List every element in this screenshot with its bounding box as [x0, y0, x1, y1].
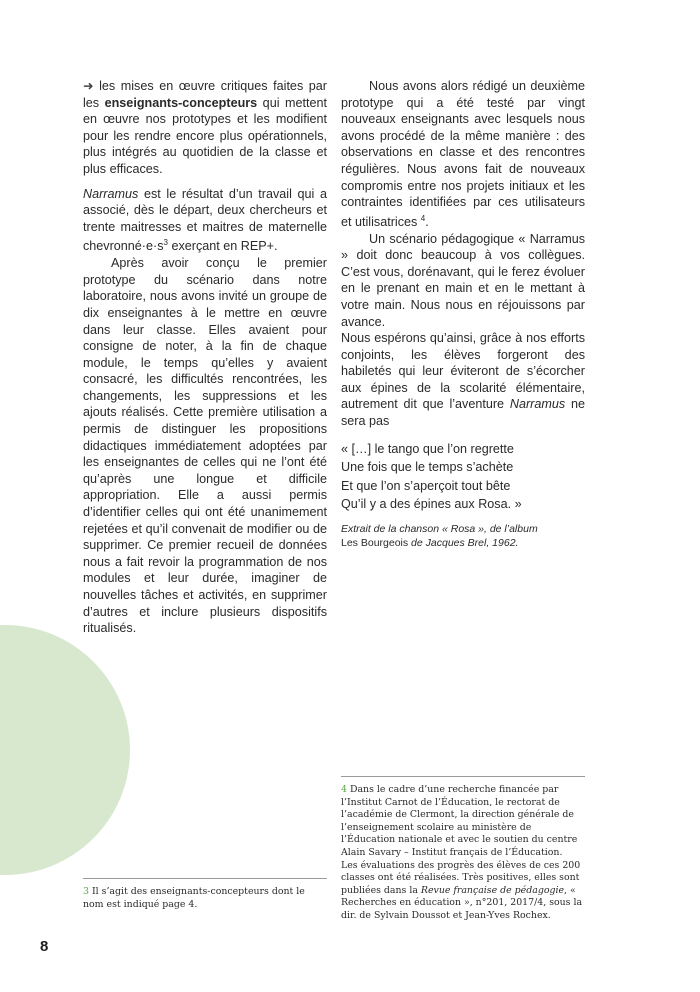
footnote-ref-3: 3	[163, 238, 168, 248]
quote-line: Une fois que le temps s’achète	[341, 460, 514, 475]
right-column	[341, 78, 585, 550]
page-number: 8	[40, 938, 49, 955]
decorative-speech-bubble	[0, 625, 130, 875]
footnote-rule-right	[341, 776, 585, 777]
footnote-3: 3 Il s’agit des enseignants-concepteurs dont le nom est indiqué page 4.	[83, 886, 305, 910]
song-quote	[341, 440, 585, 514]
bullet-paragraph: ➜ les mises en œuvre critiques faites par les enseignants-concepteurs qui mettent en œuvre nos prototypes et les modifient pour les rendre encore plus opérationnels, plus intégrés au quotidien de la classe et plus efficaces.	[83, 79, 327, 176]
paragraph-prototype: Après avoir conçu le premier prototype du scénario dans notre laboratoire, nous avons invité un groupe de dix enseignantes à le mettre en œuvre dans leur classe. Elles avaient pour consigne de noter, à la fin de chaque module, le temps qu’elles y avaient consacré, les difficultés rencontrées, les changements, les suppressions et les ajouts réalisés. Cette première utilisation a permis de distinguer les propositions didactiques immédiatement adoptées par les enseignantes de celles qui ne l’ont été qu’après une longue et difficile appropriation. Elle a aussi permis d’identifier celles qui ont été unanimement rejetées et qu’il convenait de modifier ou de supprimer. Ce premier recueil de données nous a fait revoir la programmation de nos modules et leur durée, imaginer de nouvelles tâches et activités, en supprimer d’autres et inclure plusieurs dispositifs ritualisés.	[83, 256, 327, 636]
bold-term: enseignants-concepteurs	[104, 95, 258, 110]
quote-line: Et que l’on s’aperçoit tout bête	[341, 478, 511, 493]
footnote-rule-left	[83, 878, 327, 879]
quote-caption: Extrait de la chanson « Rosa », de l’album Les Bourgeois de Jacques Brel, 1962.	[341, 522, 538, 549]
footnote-4: 4 Dans le cadre d’une recherche financée par l’Institut Carnot de l’Éducation, le rectorat de l’académie de Clermont, la direction générale de l’enseignement scolaire au ministère de l’Éducation nationale et avec le soutien du centre Alain Savary – Institut français de l’Éducation. Les évaluations des progrès des élèves de ces 200 classes ont été réalisées. Très positives, elles sont publiées dans la Revue française de pédagogie, « Recherches en éducation », n°201, 2017/4, sous la dir. de Sylvain Doussot et Jean-Yves Rochex.	[341, 784, 583, 921]
left-column	[83, 78, 327, 637]
quote-line: « […] le tango que l’on regrette	[341, 441, 514, 456]
paragraph-hopes: Nous espérons qu’ainsi, grâce à nos efforts conjoints, les élèves forgeront des habiletés qui leur éviteront de s’écorcher aux épines de la scolarité élémentaire, autrement dit que l’aventure Narramus ne sera pas	[341, 331, 585, 429]
paragraph-scenario: Un scénario pédagogique « Narramus » doit donc beaucoup à vos collègues. C’est vous, dorénavant, qui le ferez évoluer en le prenant en main et en le mettant à votre main. Nous nous en réjouissons par avance.	[341, 231, 585, 329]
paragraph-second-prototype: Nous avons alors rédigé un deuxième prototype qui a été testé par vingt nouveaux enseignants avec lesquels nous avons procédé de la même manière : des observations en classe et des rencontres régulières. Nous avons fait de nouveaux compromis entre nos projets initiaux et les contraintes identifiées par ces utilisateurs et utilisatrices $^4$.	[341, 79, 585, 229]
quote-line: Qu’il y a des épines aux Rosa. »	[341, 497, 522, 512]
arrow-icon: ➜	[83, 79, 94, 93]
footnote-ref-4: 4	[420, 213, 426, 223]
paragraph-narramus: Narramus est le résultat d’un travail qui a associé, dès le départ, deux chercheurs et trente maitresses et maitres de maternelle $chevronné\cdot e\cdot s^3$ exerçant en REP+.	[83, 186, 327, 254]
